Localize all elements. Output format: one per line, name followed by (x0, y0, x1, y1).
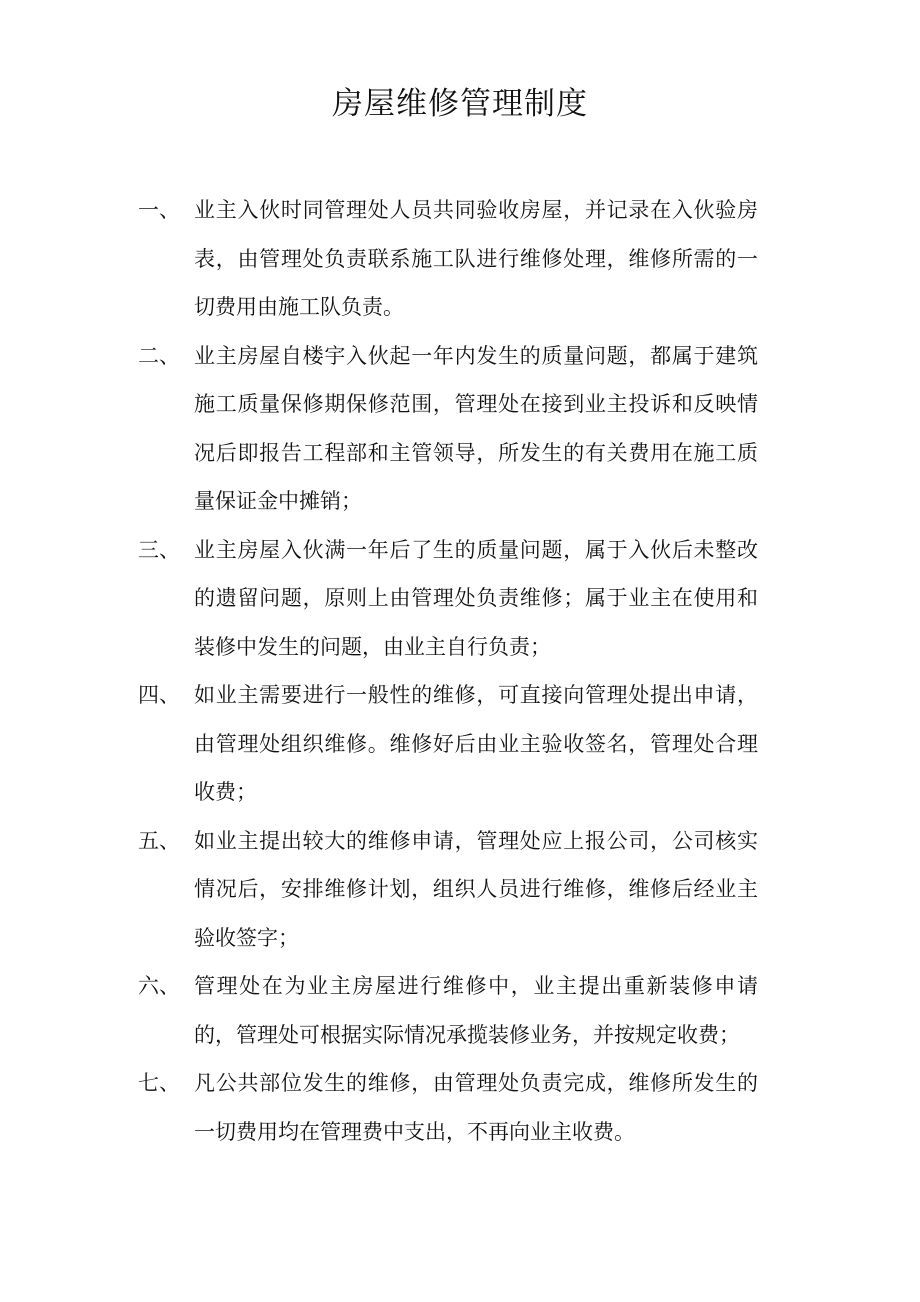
clause-number: 二、 (138, 343, 180, 368)
clause-3 (138, 526, 758, 672)
clause-7 (138, 1059, 758, 1156)
clause-text: 业主房屋入伙满一年后了生的质量问题，属于入伙后未整改的遗留问题，原则上由管理处负责维修；属于业主在使用和装修中发生的问题，由业主自行负责； (194, 537, 758, 659)
clause-4 (138, 671, 758, 817)
clause-number: 四、 (138, 683, 180, 707)
clause-number: 一、 (138, 198, 180, 222)
clause-1 (138, 186, 758, 332)
clause-6 (138, 962, 758, 1059)
document-title: 房屋维修管理制度 (332, 86, 588, 122)
clause-2 (138, 332, 758, 526)
clause-number: 五、 (138, 828, 180, 853)
clause-text: 业主入伙时同管理处人员共同验收房屋，并记录在入伙验房表，由管理处负责联系施工队进行维修处理，维修所需的一切费用由施工队负责。 (194, 198, 758, 319)
clause-text: 如业主提出较大的维修申请，管理处应上报公司，公司核实情况后，安排维修计划，组织人员进行维修，维修后经业主验收签字； (194, 828, 758, 950)
clause-text: 凡公共部位发生的维修，由管理处负责完成，维修所发生的一切费用均在管理费中支出，不再向业主收费。 (194, 1071, 758, 1144)
clause-text: 管理处在为业主房屋进行维修中，业主提出重新装修申请的，管理处可根据实际情况承揽装修业务，并按规定收费； (194, 974, 758, 1047)
clause-number: 三、 (138, 537, 180, 562)
clause-number: 六、 (138, 974, 180, 998)
clause-list (138, 186, 758, 1156)
clause-5 (138, 817, 758, 963)
clause-text: 业主房屋自楼宇入伙起一年内发生的质量问题，都属于建筑施工质量保修期保修范围，管理处在接到业主投诉和反映情况后即报告工程部和主管领导，所发生的有关费用在施工质量保证金中摊销； (194, 343, 758, 513)
clause-text: 如业主需要进行一般性的维修，可直接向管理处提出申请，由管理处组织维修。维修好后由业主验收签名，管理处合理收费； (194, 683, 758, 804)
clause-number: 七、 (138, 1071, 180, 1095)
